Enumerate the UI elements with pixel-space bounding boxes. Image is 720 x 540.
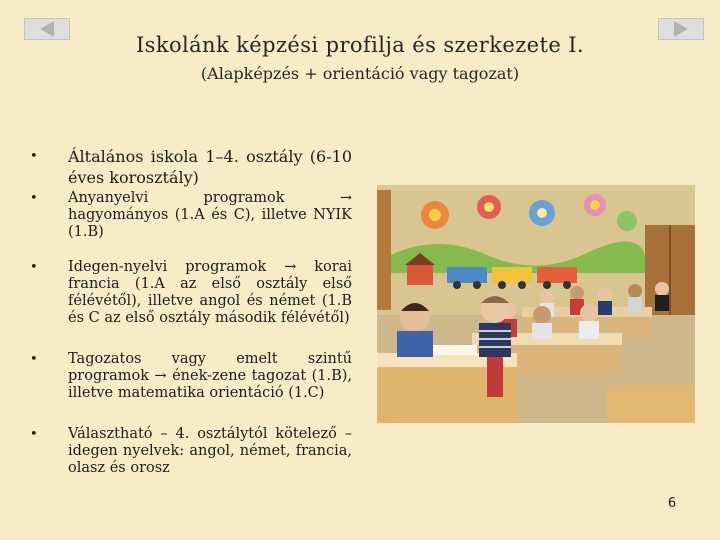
bullet-text: Idegen-nyelvi programok → korai francia (1.A az első osztály első félévétől), illetve angol és német (1.B és C az első osztály második félévétől)	[68, 259, 352, 326]
slide-subtitle: (Alapképzés + orientáció vagy tagozat)	[200, 64, 520, 83]
bullet-text: Tagozatos vagy emelt szintű programok → ének-zene tagozat (1.B), illetve matematika orientáció (1.C)	[68, 351, 352, 401]
bullet-item	[30, 146, 352, 188]
bullet-marker: •	[30, 352, 38, 367]
classroom-photo	[377, 185, 695, 423]
bullet-item	[30, 259, 352, 327]
bullet-item	[30, 351, 352, 402]
slide-title: Iskolánk képzési profilja és szerkezete I.	[135, 33, 585, 57]
bullet-item	[30, 190, 352, 241]
bullet-list	[30, 146, 352, 477]
bullet-marker: •	[30, 149, 38, 164]
bullet-text: Választható – 4. osztálytól kötelező – idegen nyelvek: angol, német, francia, olasz és orosz	[68, 426, 352, 476]
bullet-item	[30, 426, 352, 477]
bullet-text: Anyanyelvi programok → hagyományos (1.A és C), illetve NYIK (1.B)	[68, 190, 352, 240]
bullet-marker: •	[30, 260, 38, 275]
page-number: 6	[667, 496, 677, 511]
bullet-marker: •	[30, 191, 38, 206]
bullet-text: Általános iskola 1–4. osztály (6-10 éves korosztály)	[68, 147, 352, 187]
bullet-marker: •	[30, 427, 38, 442]
